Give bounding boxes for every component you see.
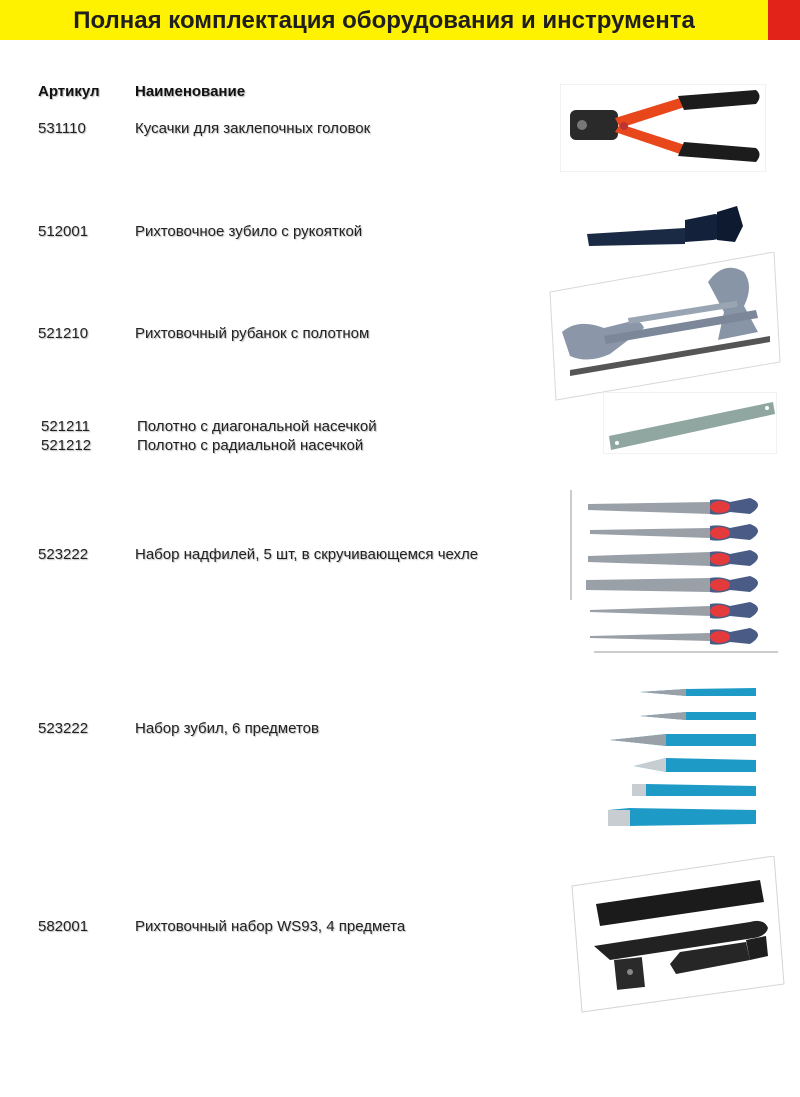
column-header-name: Наименование <box>135 83 246 100</box>
item-code: 523222 <box>38 546 89 563</box>
page-title: Полная комплектация оборудования и инструмента <box>73 7 695 34</box>
item-name: Набор зубил, 6 предметов <box>135 720 319 737</box>
item-code: 512001 <box>38 223 89 240</box>
item-name: Набор надфилей, 5 шт, в скручивающемся чехле <box>135 546 479 563</box>
dolly-set-icon <box>570 856 790 1016</box>
file-blade-icon <box>603 392 777 454</box>
item-name: Рихтовочное зубило с рукояткой <box>135 223 363 240</box>
item-code: 531110 <box>38 120 86 137</box>
chisel-with-handle-icon <box>585 196 745 254</box>
body-file-holder-icon <box>548 252 782 402</box>
needle-file-set-icon <box>570 490 780 654</box>
item-code: 521210 <box>38 325 89 342</box>
item-code: 582001 <box>38 918 89 935</box>
item-code: 523222 <box>38 720 89 737</box>
item-code: 521212 <box>41 437 92 454</box>
column-header-article: Артикул <box>38 83 100 100</box>
title-banner <box>0 0 800 40</box>
chisel-set-icon <box>606 684 760 832</box>
bolt-cutter-icon <box>560 84 766 172</box>
banner-accent <box>768 0 800 40</box>
item-name: Полотно с диагональной насечкой <box>137 418 377 435</box>
item-name: Рихтовочный набор WS93, 4 предмета <box>135 918 406 935</box>
item-name: Кусачки для заклепочных головок <box>135 120 371 137</box>
item-name: Полотно с радиальной насечкой <box>137 437 364 454</box>
item-name: Рихтовочный рубанок с полотном <box>135 325 370 342</box>
item-code: 521211 <box>41 418 90 435</box>
